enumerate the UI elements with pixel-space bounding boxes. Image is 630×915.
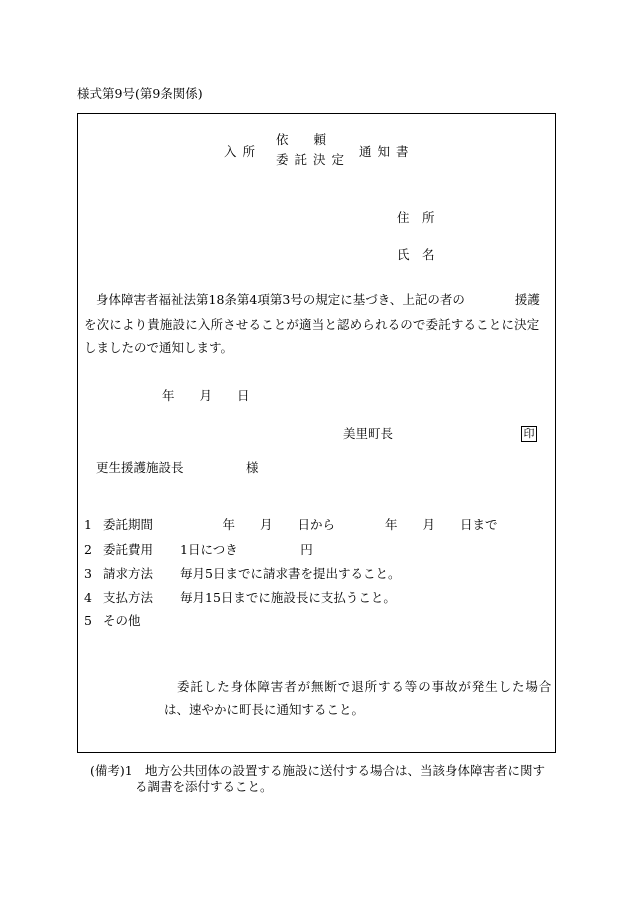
item-number: 3 [84, 566, 92, 581]
remarks-line-1: 地方公共団体の設置する施設に送付する場合は、当該身体障害者に関す [145, 763, 546, 778]
body-line-2: を次により貴施設に入所させることが適当と認められるので委託することに決定 [84, 317, 540, 332]
item-text: 毎月5日までに請求書を提出すること。 [180, 566, 401, 581]
item-number: 5 [84, 613, 92, 628]
item-text: 年 月 日から 年 月 日まで [160, 517, 498, 532]
title-itaku-kettei: 委託決定 [276, 152, 351, 167]
item-text: 1日につき 円 [180, 542, 313, 557]
issuer: 美里町長 [343, 426, 394, 441]
title-nyusho: 入所 [224, 144, 262, 159]
item-number: 1 [84, 517, 92, 532]
title-irai: 依 頼 [276, 132, 327, 147]
item-label: 委託期間 [103, 517, 154, 532]
remarks-label: (備考)1 [90, 763, 133, 778]
item-label: 請求方法 [103, 566, 154, 581]
item-number: 4 [84, 590, 92, 605]
recipient: 更生援護施設長 様 [96, 460, 259, 475]
title-tsuchisho: 通知書 [359, 144, 415, 159]
name-label: 氏 名 [397, 247, 435, 262]
remarks-line-2: る調書を添付すること。 [135, 779, 273, 794]
form-label: 様式第9号(第9条関係) [77, 86, 203, 101]
item-label: 委託費用 [103, 542, 154, 557]
seal-mark: 印 [521, 426, 537, 442]
date-line: 年 月 日 [162, 388, 250, 403]
body-line-1: 身体障害者福祉法第18条第4項第3号の規定に基づき、上記の者の 援護 [96, 292, 540, 307]
other-note-line-1: 委託した身体障害者が無断で退所する等の事故が発生した場合 [177, 679, 553, 694]
item-number: 2 [84, 542, 92, 557]
body-line-3: しましたので通知します。 [84, 340, 234, 355]
item-label: その他 [103, 613, 141, 628]
item-text: 毎月15日までに施設長に支払うこと。 [180, 590, 396, 605]
address-label: 住 所 [397, 210, 435, 225]
document-frame [77, 113, 556, 753]
item-label: 支払方法 [103, 590, 154, 605]
other-note-line-2: は、速やかに町長に通知すること。 [164, 702, 365, 717]
